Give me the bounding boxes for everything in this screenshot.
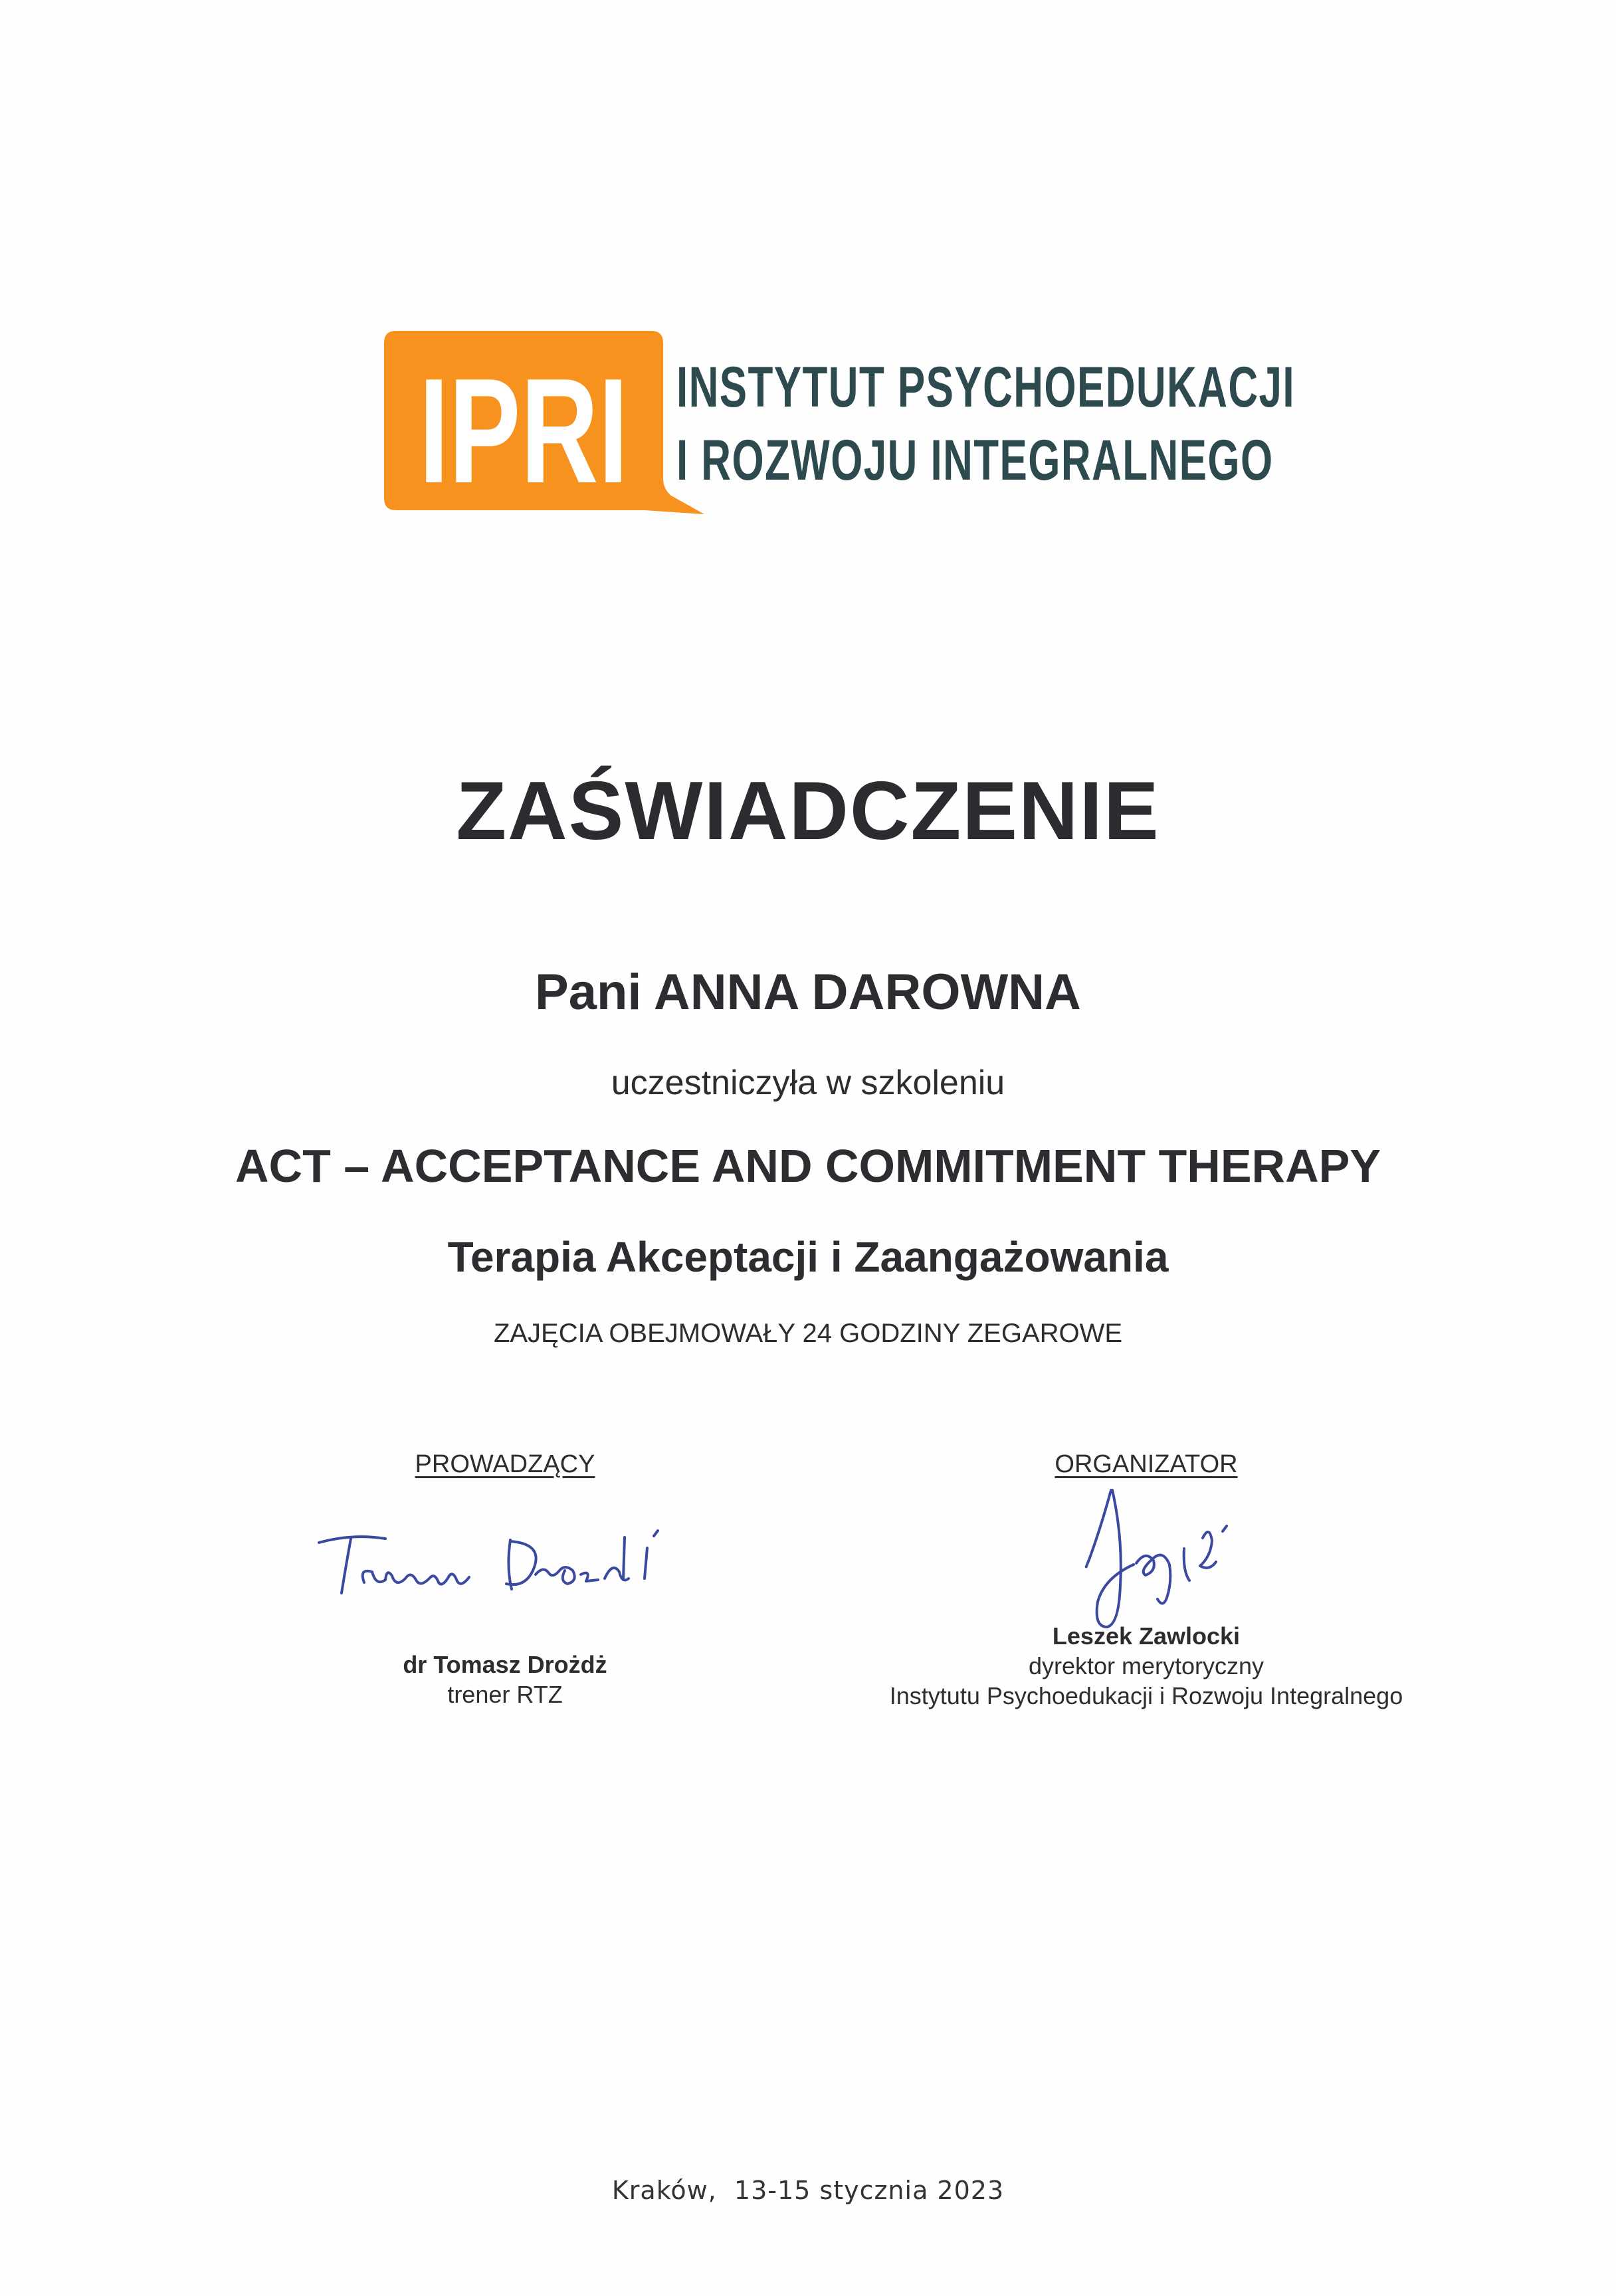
ipri-speech-bubble-icon [384,331,716,524]
course-title: ACT – ACCEPTANCE AND COMMITMENT THERAPY [235,1140,1381,1192]
course-subtitle: Terapia Akceptacji i Zaangażowania [447,1233,1169,1281]
certificate-title: ZAŚWIADCZENIE [456,765,1160,857]
trainer-name: dr Tomasz Drożdż [403,1651,607,1678]
organizer-signature [1070,1485,1249,1638]
organizer-name: Leszek Zawlocki [1052,1622,1241,1650]
organizer-role-line-2: Instytutu Psychoedukacji i Rozwoju Integralnego [889,1682,1403,1709]
logo-org-line-2: I ROZWOJU INTEGRALNEGO [676,429,1274,492]
organizer-label: ORGANIZATOR [1055,1450,1238,1478]
svg-text:IPRI: IPRI [419,347,629,515]
ipri-logo [384,331,1314,524]
organizer-role-line-1: dyrektor merytoryczny [1028,1652,1264,1679]
hours-note: ZAJĘCIA OBEJMOWAŁY 24 GODZINY ZEGAROWE [493,1319,1123,1348]
trainer-signature [312,1515,671,1614]
recipient-name: Pani ANNA DAROWNA [535,964,1081,1020]
place-and-date: Kraków, 13-15 stycznia 2023 [611,2176,1005,2205]
trainer-label: PROWADZĄCY [415,1450,595,1478]
logo-org-line-1: INSTYTUT PSYCHOEDUKACJI [676,355,1296,419]
trainer-role: trener RTZ [447,1681,563,1708]
participation-text: uczestniczyła w szkoleniu [611,1064,1005,1102]
